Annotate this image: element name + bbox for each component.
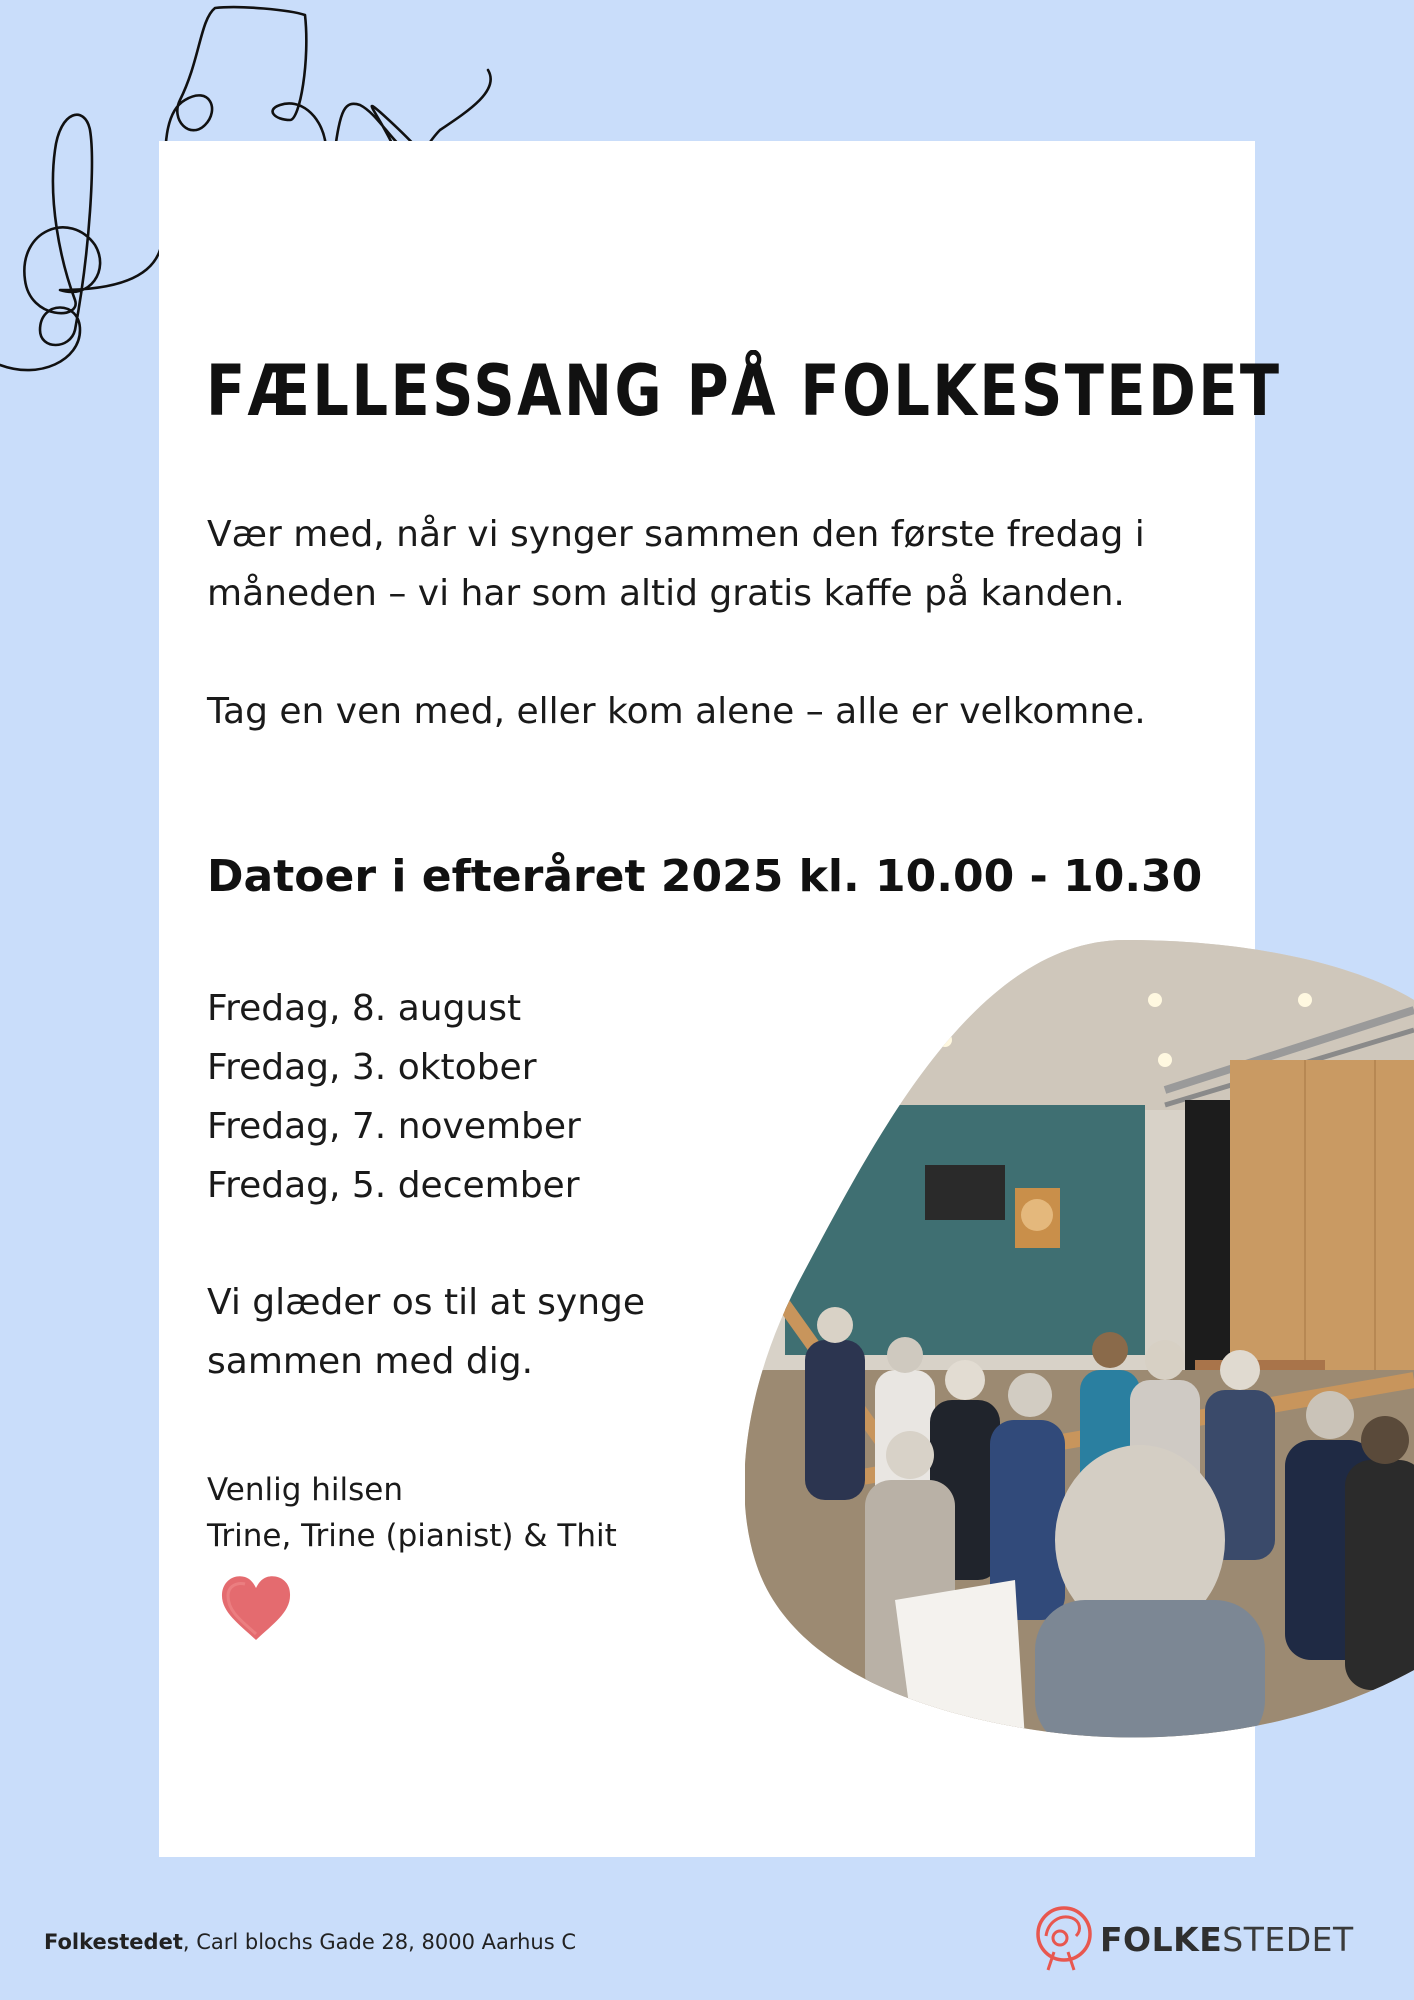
date-item: Fredag, 8. august bbox=[207, 988, 522, 1029]
intro-line: Vær med, når vi synger sammen den første fredag i bbox=[207, 514, 1145, 555]
greeting: Venlig hilsen bbox=[207, 1472, 404, 1508]
logo-icon bbox=[1032, 1904, 1096, 1974]
closing-line: sammen med dig. bbox=[207, 1341, 534, 1382]
closing-text bbox=[207, 1273, 767, 1391]
date-item: Fredag, 5. december bbox=[207, 1165, 580, 1206]
intro-line: Tag en ven med, eller kom alene – alle er velkomne. bbox=[207, 691, 1146, 732]
footer-address bbox=[44, 1930, 576, 1954]
logo-wordmark bbox=[1100, 1920, 1354, 1959]
venue-address: , Carl blochs Gade 28, 8000 Aarhus C bbox=[182, 1930, 577, 1954]
intro-line: måneden – vi har som altid gratis kaffe på kanden. bbox=[207, 573, 1125, 614]
intro-text bbox=[207, 505, 1207, 741]
date-item: Fredag, 3. oktober bbox=[207, 1047, 537, 1088]
page-title: FÆLLESSANG PÅ FOLKESTEDET bbox=[206, 350, 1282, 432]
date-item: Fredag, 7. november bbox=[207, 1106, 581, 1147]
folkestedet-logo bbox=[1032, 1904, 1354, 1974]
heart-icon bbox=[219, 1574, 293, 1642]
closing-line: Vi glæder os til at synge bbox=[207, 1282, 646, 1323]
signoff bbox=[207, 1467, 767, 1559]
venue-name: Folkestedet bbox=[44, 1930, 183, 1954]
dates-heading: Datoer i efteråret 2025 kl. 10.00 - 10.30 bbox=[207, 851, 1203, 902]
logo-light: STEDET bbox=[1222, 1919, 1354, 1959]
date-list bbox=[207, 979, 581, 1215]
choir-photo bbox=[745, 940, 1414, 1750]
signature-names: Trine, Trine (pianist) & Thit bbox=[207, 1518, 617, 1554]
logo-bold: FOLKE bbox=[1100, 1919, 1223, 1959]
